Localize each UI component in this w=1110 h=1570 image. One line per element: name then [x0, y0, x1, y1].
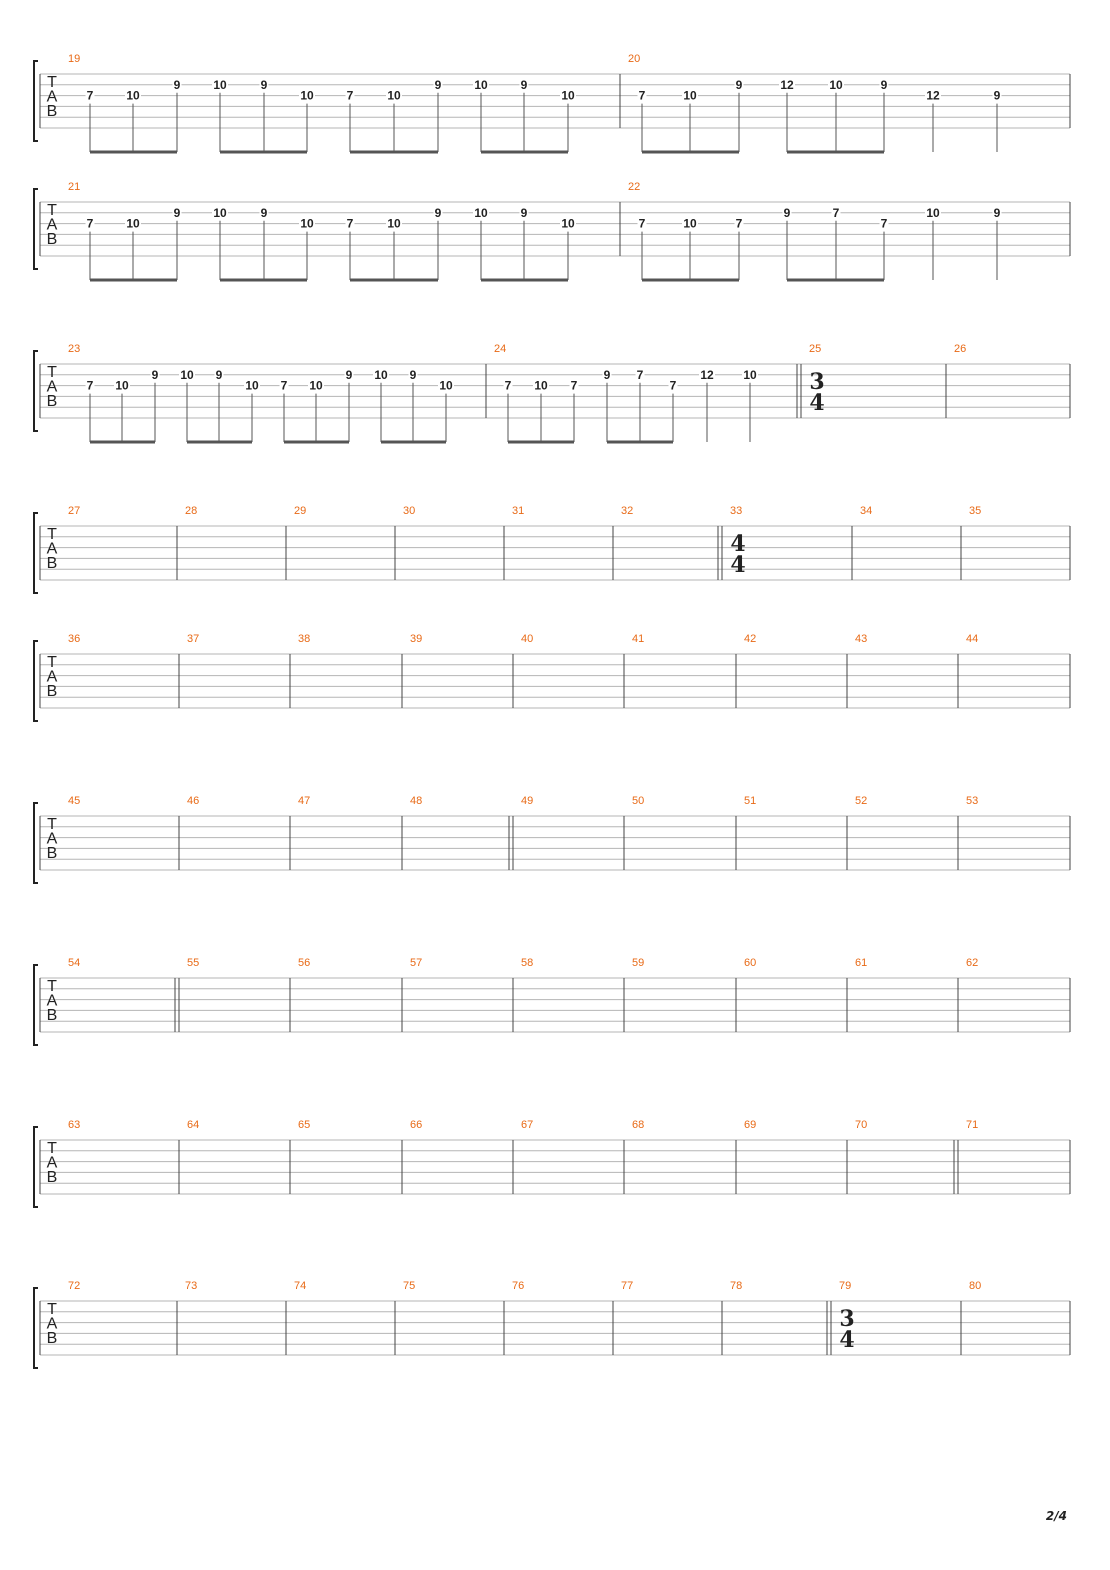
system-bracket: [34, 351, 38, 431]
tab-system: [34, 795, 1070, 883]
tab-clef-letter: B: [46, 103, 58, 120]
fret-number: 9: [520, 205, 528, 220]
measure-number: 19: [68, 53, 81, 65]
measure-number: 67: [521, 1119, 534, 1131]
system-bracket: [34, 513, 38, 593]
measure-number: 30: [403, 505, 416, 517]
measure-number: 41: [632, 633, 645, 645]
measure-number: 57: [410, 957, 423, 969]
fret-number: 10: [126, 216, 140, 231]
fret-number: 9: [260, 205, 268, 220]
system-bracket: [34, 965, 38, 1045]
system-bracket: [34, 1127, 38, 1207]
measure-number: 45: [68, 795, 81, 807]
fret-number: 9: [993, 88, 1001, 103]
system-bracket: [34, 641, 38, 721]
measure-number: 65: [298, 1119, 311, 1131]
tab-clef-letter: T: [47, 526, 57, 543]
measure-number: 50: [632, 795, 645, 807]
measure-number: 66: [410, 1119, 423, 1131]
tab-clef-letter: A: [46, 1154, 58, 1172]
fret-number: 10: [561, 88, 575, 103]
tab-clef-letter: T: [47, 364, 57, 381]
tab-clef-letter: B: [46, 1007, 58, 1024]
fret-number: 9: [151, 367, 159, 382]
fret-number: 7: [832, 205, 840, 220]
fret-number: 7: [280, 378, 288, 393]
page-number: 2/4: [1045, 1509, 1067, 1523]
fret-number: 9: [735, 77, 743, 92]
measure-number: 73: [185, 1280, 198, 1292]
fret-number: 10: [743, 367, 757, 382]
measure-number: 68: [632, 1119, 645, 1131]
fret-number: 10: [300, 216, 314, 231]
measure-number: 34: [860, 505, 873, 517]
fret-number: 10: [561, 216, 575, 231]
fret-number: 7: [346, 88, 354, 103]
measure-number: 52: [855, 795, 868, 807]
time-signature-top: 3: [809, 369, 825, 395]
fret-number: 10: [213, 77, 227, 92]
fret-number: 7: [86, 88, 94, 103]
measure-number: 79: [839, 1280, 852, 1292]
measure-number: 47: [298, 795, 311, 807]
time-signature-bottom: 4: [809, 390, 825, 416]
fret-number: 7: [638, 88, 646, 103]
measure-number: 78: [730, 1280, 743, 1292]
time-signature-top: 3: [839, 1306, 855, 1332]
measure-number: 38: [298, 633, 311, 645]
fret-number: 9: [993, 205, 1001, 220]
measure-number: 48: [410, 795, 423, 807]
measure-number: 75: [403, 1280, 416, 1292]
measure-number: 49: [521, 795, 534, 807]
fret-number: 9: [345, 367, 353, 382]
measure-number: 69: [744, 1119, 757, 1131]
measure-number: 44: [966, 633, 979, 645]
tab-system: [34, 53, 1070, 152]
fret-number: 9: [434, 205, 442, 220]
fret-number: 10: [439, 378, 453, 393]
fret-number: 7: [504, 378, 512, 393]
measure-number: 43: [855, 633, 868, 645]
measure-number: 32: [621, 505, 634, 517]
tab-clef-letter: A: [46, 216, 58, 234]
fret-number: 12: [926, 88, 940, 103]
fret-number: 10: [309, 378, 323, 393]
tab-clef-letter: B: [46, 393, 58, 410]
fret-number: 7: [880, 216, 888, 231]
fret-number: 9: [880, 77, 888, 92]
measure-number: 61: [855, 957, 868, 969]
fret-number: 9: [260, 77, 268, 92]
tab-clef-letter: B: [46, 1169, 58, 1186]
fret-number: 10: [126, 88, 140, 103]
tab-clef-letter: A: [46, 88, 58, 106]
system-bracket: [34, 61, 38, 141]
measure-number: 31: [512, 505, 525, 517]
measure-number: 70: [855, 1119, 868, 1131]
tab-clef-letter: B: [46, 555, 58, 572]
measure-number: 54: [68, 957, 81, 969]
tab-system: [34, 343, 1070, 442]
fret-number: 9: [434, 77, 442, 92]
tab-clef-letter: A: [46, 668, 58, 686]
fret-number: 10: [683, 88, 697, 103]
tab-clef-letter: B: [46, 231, 58, 248]
measure-number: 22: [628, 181, 641, 193]
tab-clef-letter: T: [47, 1301, 57, 1318]
measure-number: 60: [744, 957, 757, 969]
fret-number: 7: [638, 216, 646, 231]
measure-number: 80: [969, 1280, 982, 1292]
measure-number: 77: [621, 1280, 634, 1292]
tab-clef-letter: A: [46, 540, 58, 558]
fret-number: 12: [700, 367, 714, 382]
measure-number: 36: [68, 633, 81, 645]
tab-clef-letter: B: [46, 683, 58, 700]
tab-system: [34, 181, 1070, 280]
tab-clef-letter: B: [46, 845, 58, 862]
measure-number: 20: [628, 53, 641, 65]
fret-number: 10: [374, 367, 388, 382]
time-signature-bottom: 4: [839, 1327, 855, 1353]
fret-number: 7: [636, 367, 644, 382]
measure-number: 51: [744, 795, 757, 807]
measure-number: 63: [68, 1119, 81, 1131]
tab-clef-letter: A: [46, 1315, 58, 1333]
measure-number: 25: [809, 343, 822, 355]
fret-number: 10: [829, 77, 843, 92]
tab-clef-letter: A: [46, 992, 58, 1010]
tab-system: [34, 1119, 1070, 1207]
measure-number: 35: [969, 505, 982, 517]
measure-number: 27: [68, 505, 81, 517]
measure-number: 53: [966, 795, 979, 807]
time-signature-bottom: 4: [730, 552, 746, 578]
fret-number: 9: [215, 367, 223, 382]
fret-number: 7: [735, 216, 743, 231]
fret-number: 10: [683, 216, 697, 231]
measure-number: 76: [512, 1280, 525, 1292]
fret-number: 9: [409, 367, 417, 382]
measure-number: 71: [966, 1119, 979, 1131]
tab-clef-letter: T: [47, 202, 57, 219]
measure-number: 59: [632, 957, 645, 969]
fret-number: 9: [603, 367, 611, 382]
fret-number: 10: [474, 205, 488, 220]
measure-number: 40: [521, 633, 534, 645]
measure-number: 24: [494, 343, 507, 355]
system-bracket: [34, 1288, 38, 1368]
fret-number: 7: [86, 378, 94, 393]
tab-clef-letter: T: [47, 978, 57, 995]
tab-clef-letter: A: [46, 830, 58, 848]
tab-system: [34, 1280, 1070, 1368]
tab-clef-letter: T: [47, 816, 57, 833]
fret-number: 10: [180, 367, 194, 382]
measure-number: 46: [187, 795, 200, 807]
system-bracket: [34, 803, 38, 883]
fret-number: 10: [926, 205, 940, 220]
fret-number: 9: [173, 205, 181, 220]
measure-number: 28: [185, 505, 198, 517]
fret-number: 7: [570, 378, 578, 393]
tab-system: [34, 633, 1070, 721]
measure-number: 23: [68, 343, 81, 355]
fret-number: 10: [474, 77, 488, 92]
fret-number: 10: [534, 378, 548, 393]
measure-number: 39: [410, 633, 423, 645]
measure-number: 55: [187, 957, 200, 969]
tab-clef-letter: T: [47, 74, 57, 91]
time-signature-top: 4: [730, 531, 746, 557]
tab-clef-letter: A: [46, 378, 58, 396]
measure-number: 56: [298, 957, 311, 969]
fret-number: 10: [300, 88, 314, 103]
tab-system: [34, 505, 1070, 593]
fret-number: 10: [115, 378, 129, 393]
measure-number: 26: [954, 343, 967, 355]
fret-number: 7: [86, 216, 94, 231]
system-bracket: [34, 189, 38, 269]
measure-number: 29: [294, 505, 307, 517]
tab-clef-letter: B: [46, 1330, 58, 1347]
fret-number: 9: [783, 205, 791, 220]
measure-number: 62: [966, 957, 979, 969]
tab-clef-letter: T: [47, 1140, 57, 1157]
measure-number: 21: [68, 181, 81, 193]
measure-number: 64: [187, 1119, 200, 1131]
measure-number: 42: [744, 633, 757, 645]
tab-system: [34, 957, 1070, 1045]
measure-number: 33: [730, 505, 743, 517]
fret-number: 7: [346, 216, 354, 231]
fret-number: 10: [387, 88, 401, 103]
fret-number: 12: [780, 77, 794, 92]
fret-number: 10: [245, 378, 259, 393]
measure-number: 74: [294, 1280, 307, 1292]
fret-number: 9: [173, 77, 181, 92]
measure-number: 58: [521, 957, 534, 969]
tab-clef-letter: T: [47, 654, 57, 671]
fret-number: 10: [387, 216, 401, 231]
measure-number: 37: [187, 633, 200, 645]
fret-number: 7: [669, 378, 677, 393]
fret-number: 9: [520, 77, 528, 92]
measure-number: 72: [68, 1280, 81, 1292]
fret-number: 10: [213, 205, 227, 220]
